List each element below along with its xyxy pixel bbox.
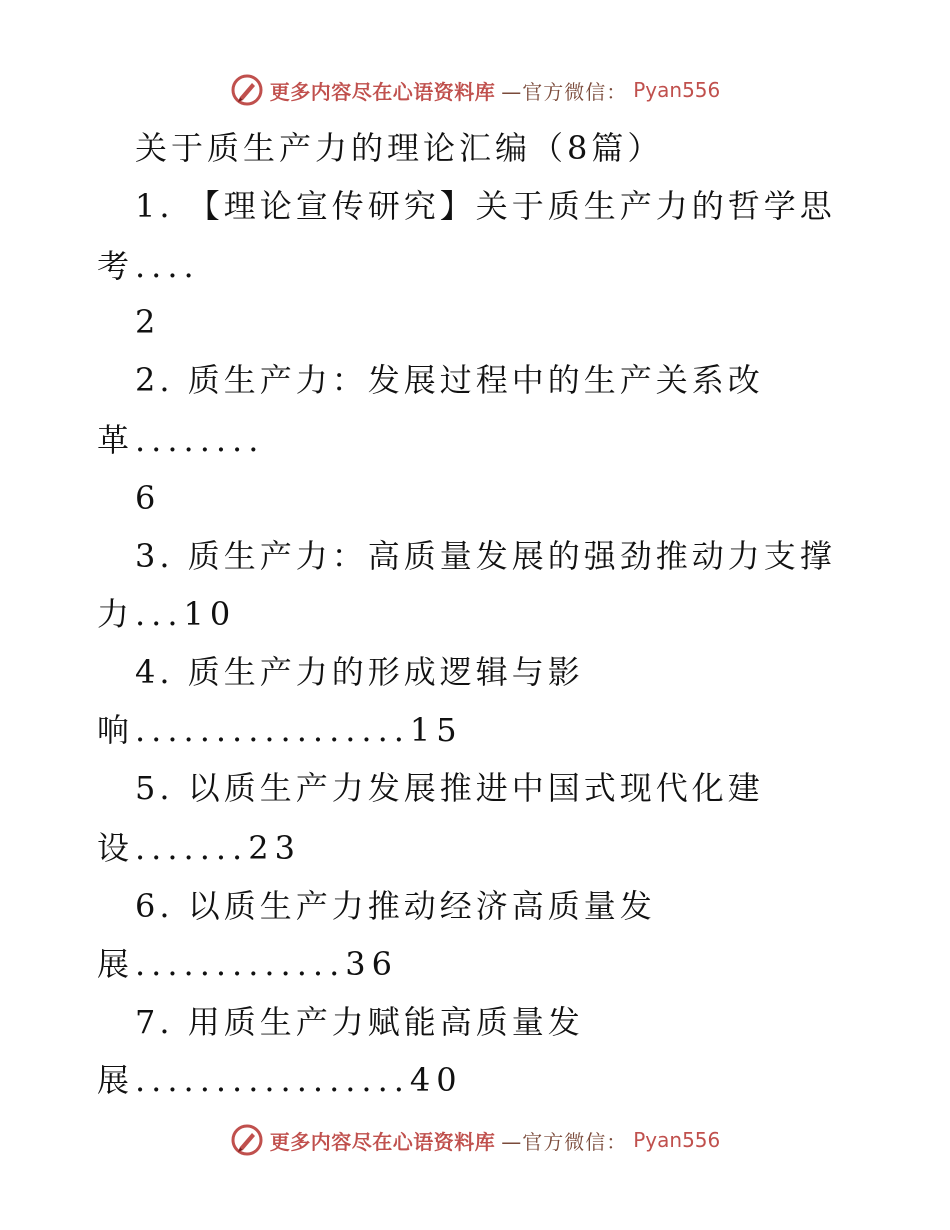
toc-item-4-leader: 响.................15 <box>97 711 463 749</box>
toc-item-2-title: 2. 质生产力：发展过程中的生产关系改 <box>135 361 764 399</box>
toc-item-7-title: 7. 用质生产力赋能高质量发 <box>135 1003 584 1041</box>
document-title: 关于质生产力的理论汇编（8篇） <box>135 129 664 167</box>
toc-item-3-leader: 力...10 <box>97 595 237 633</box>
toc-item-1-page: 2 <box>135 303 160 341</box>
pen-logo-icon <box>230 1123 264 1157</box>
watermark-wechat-label: —官方微信： <box>501 79 628 104</box>
toc-item-3-title: 3. 质生产力：高质量发展的强劲推动力支撑 <box>135 537 836 575</box>
toc-item-2-leader: 革........ <box>97 421 265 459</box>
toc-item-4-title: 4. 质生产力的形成逻辑与影 <box>135 653 584 691</box>
watermark-site-text: 更多内容尽在心语资料库 <box>269 79 496 104</box>
toc-item-7-leader: 展.................40 <box>97 1061 463 1099</box>
watermark-wechat-id: Pyan556 <box>633 1128 721 1152</box>
toc-item-6-title: 6. 以质生产力推动经济高质量发 <box>135 887 656 925</box>
toc-item-1-title: 1. 【理论宣传研究】关于质生产力的哲学思 <box>135 187 836 225</box>
watermark-site-text: 更多内容尽在心语资料库 <box>269 1129 496 1154</box>
watermark-wechat-label: —官方微信： <box>501 1129 628 1154</box>
watermark-banner-bottom <box>0 1120 950 1160</box>
toc-item-5-title: 5. 以质生产力发展推进中国式现代化建 <box>135 769 764 807</box>
toc-item-6-leader: 展.............36 <box>97 945 398 983</box>
watermark-wechat-id: Pyan556 <box>633 78 721 102</box>
toc-item-2-page: 6 <box>135 479 160 517</box>
watermark-banner-top <box>0 70 950 110</box>
toc-item-5-leader: 设.......23 <box>97 829 301 867</box>
pen-logo-icon <box>230 73 264 107</box>
toc-item-1-leader: 考.... <box>97 247 200 285</box>
